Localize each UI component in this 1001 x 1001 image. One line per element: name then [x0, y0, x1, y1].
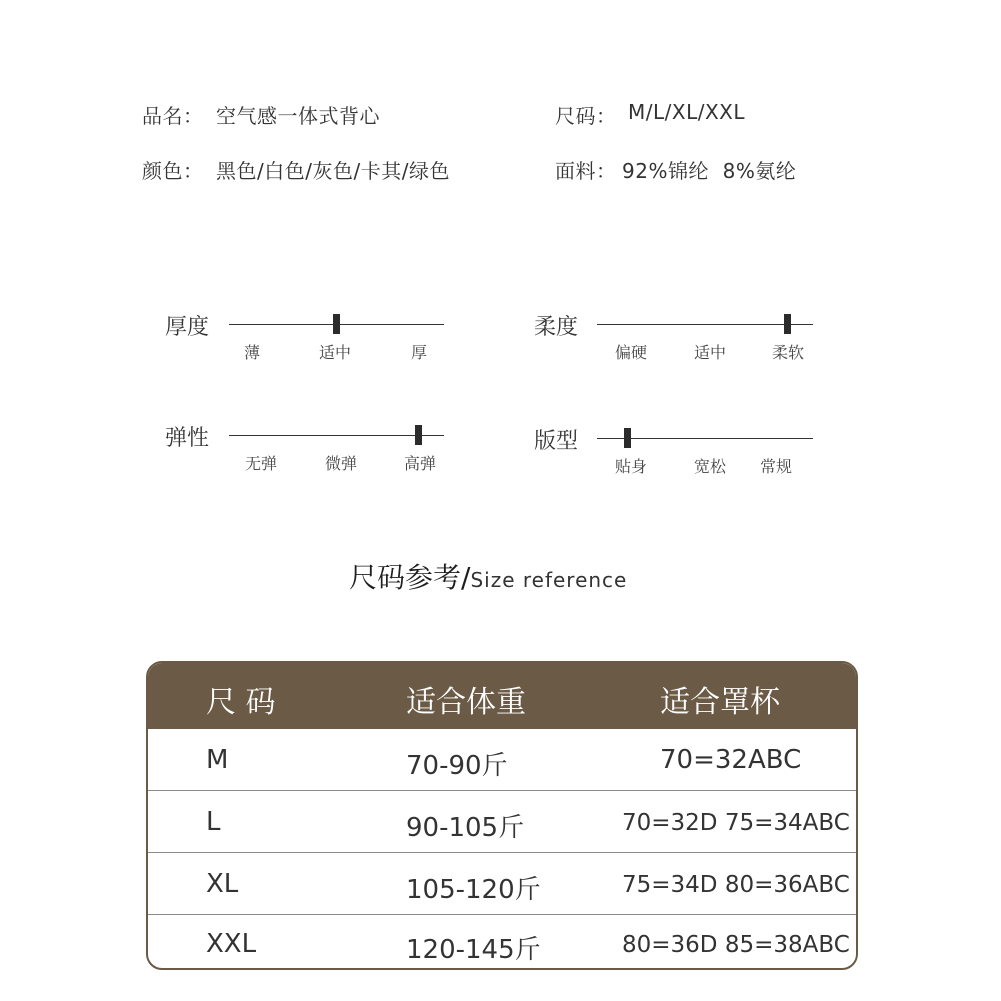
- table-row: [148, 729, 856, 790]
- slider-tick-label: 微弹: [324, 454, 358, 473]
- slider-label: 版型: [534, 429, 579, 454]
- slider-track: [229, 435, 444, 436]
- cell-weight: 120-145斤: [406, 935, 541, 965]
- name-label: 品名：: [142, 104, 204, 128]
- slider-label: 厚度: [165, 315, 210, 340]
- slider-tick-label: 宽松: [693, 457, 727, 476]
- slider-tick-label: 常规: [759, 457, 793, 476]
- cell-cup: 70=32ABC: [660, 745, 802, 775]
- size-value: M/L/XL/XXL: [628, 100, 746, 124]
- size-reference-title-cn: 尺码参考/: [349, 561, 471, 594]
- table-row: [148, 791, 856, 852]
- fabric-label: 面料：: [555, 159, 617, 183]
- cell-weight: 70-90斤: [406, 751, 508, 781]
- cell-weight: 90-105斤: [406, 813, 525, 843]
- name-value: 空气感一体式背心: [216, 104, 380, 128]
- color-value: 黑色/白色/灰色/卡其/绿色: [216, 159, 450, 183]
- table-header: [148, 663, 856, 729]
- table-row: [148, 915, 856, 970]
- cell-cup: 75=34D 80=36ABC: [622, 872, 850, 898]
- slider-tick-label: 适中: [693, 343, 727, 362]
- slider-marker: [333, 314, 340, 334]
- size-label: 尺码：: [555, 104, 617, 128]
- header-weight: 适合体重: [406, 685, 526, 720]
- slider-marker: [624, 428, 631, 448]
- header-size: 尺 码: [206, 685, 276, 720]
- cell-size: XL: [206, 869, 239, 899]
- cell-cup: 80=36D 85=38ABC: [622, 932, 850, 958]
- slider-tick-label: 高弹: [403, 454, 437, 473]
- size-reference-title: [349, 556, 627, 596]
- table-row: [148, 853, 856, 914]
- slider-track: [597, 324, 813, 325]
- header-cup: 适合罩杯: [660, 685, 780, 720]
- slider-tick-label: 厚: [410, 343, 428, 362]
- cell-size: XXL: [206, 929, 257, 959]
- size-reference-title-en: Size reference: [470, 568, 628, 592]
- cell-cup: 70=32D 75=34ABC: [622, 810, 850, 836]
- cell-size: M: [206, 745, 229, 775]
- slider-tick-label: 贴身: [614, 457, 648, 476]
- color-label: 颜色：: [142, 159, 204, 183]
- slider-marker: [415, 425, 422, 445]
- size-table: [146, 661, 858, 970]
- cell-weight: 105-120斤: [406, 875, 541, 905]
- slider-tick-label: 薄: [243, 343, 261, 362]
- cell-size: L: [206, 807, 221, 837]
- slider-marker: [784, 314, 791, 334]
- slider-tick-label: 偏硬: [614, 343, 648, 362]
- fabric-value: 92%锦纶 8%氨纶: [622, 159, 797, 183]
- slider-tick-label: 适中: [318, 343, 352, 362]
- slider-tick-label: 柔软: [771, 343, 805, 362]
- slider-tick-label: 无弹: [244, 454, 278, 473]
- slider-label: 柔度: [534, 315, 579, 340]
- slider-label: 弹性: [165, 426, 210, 451]
